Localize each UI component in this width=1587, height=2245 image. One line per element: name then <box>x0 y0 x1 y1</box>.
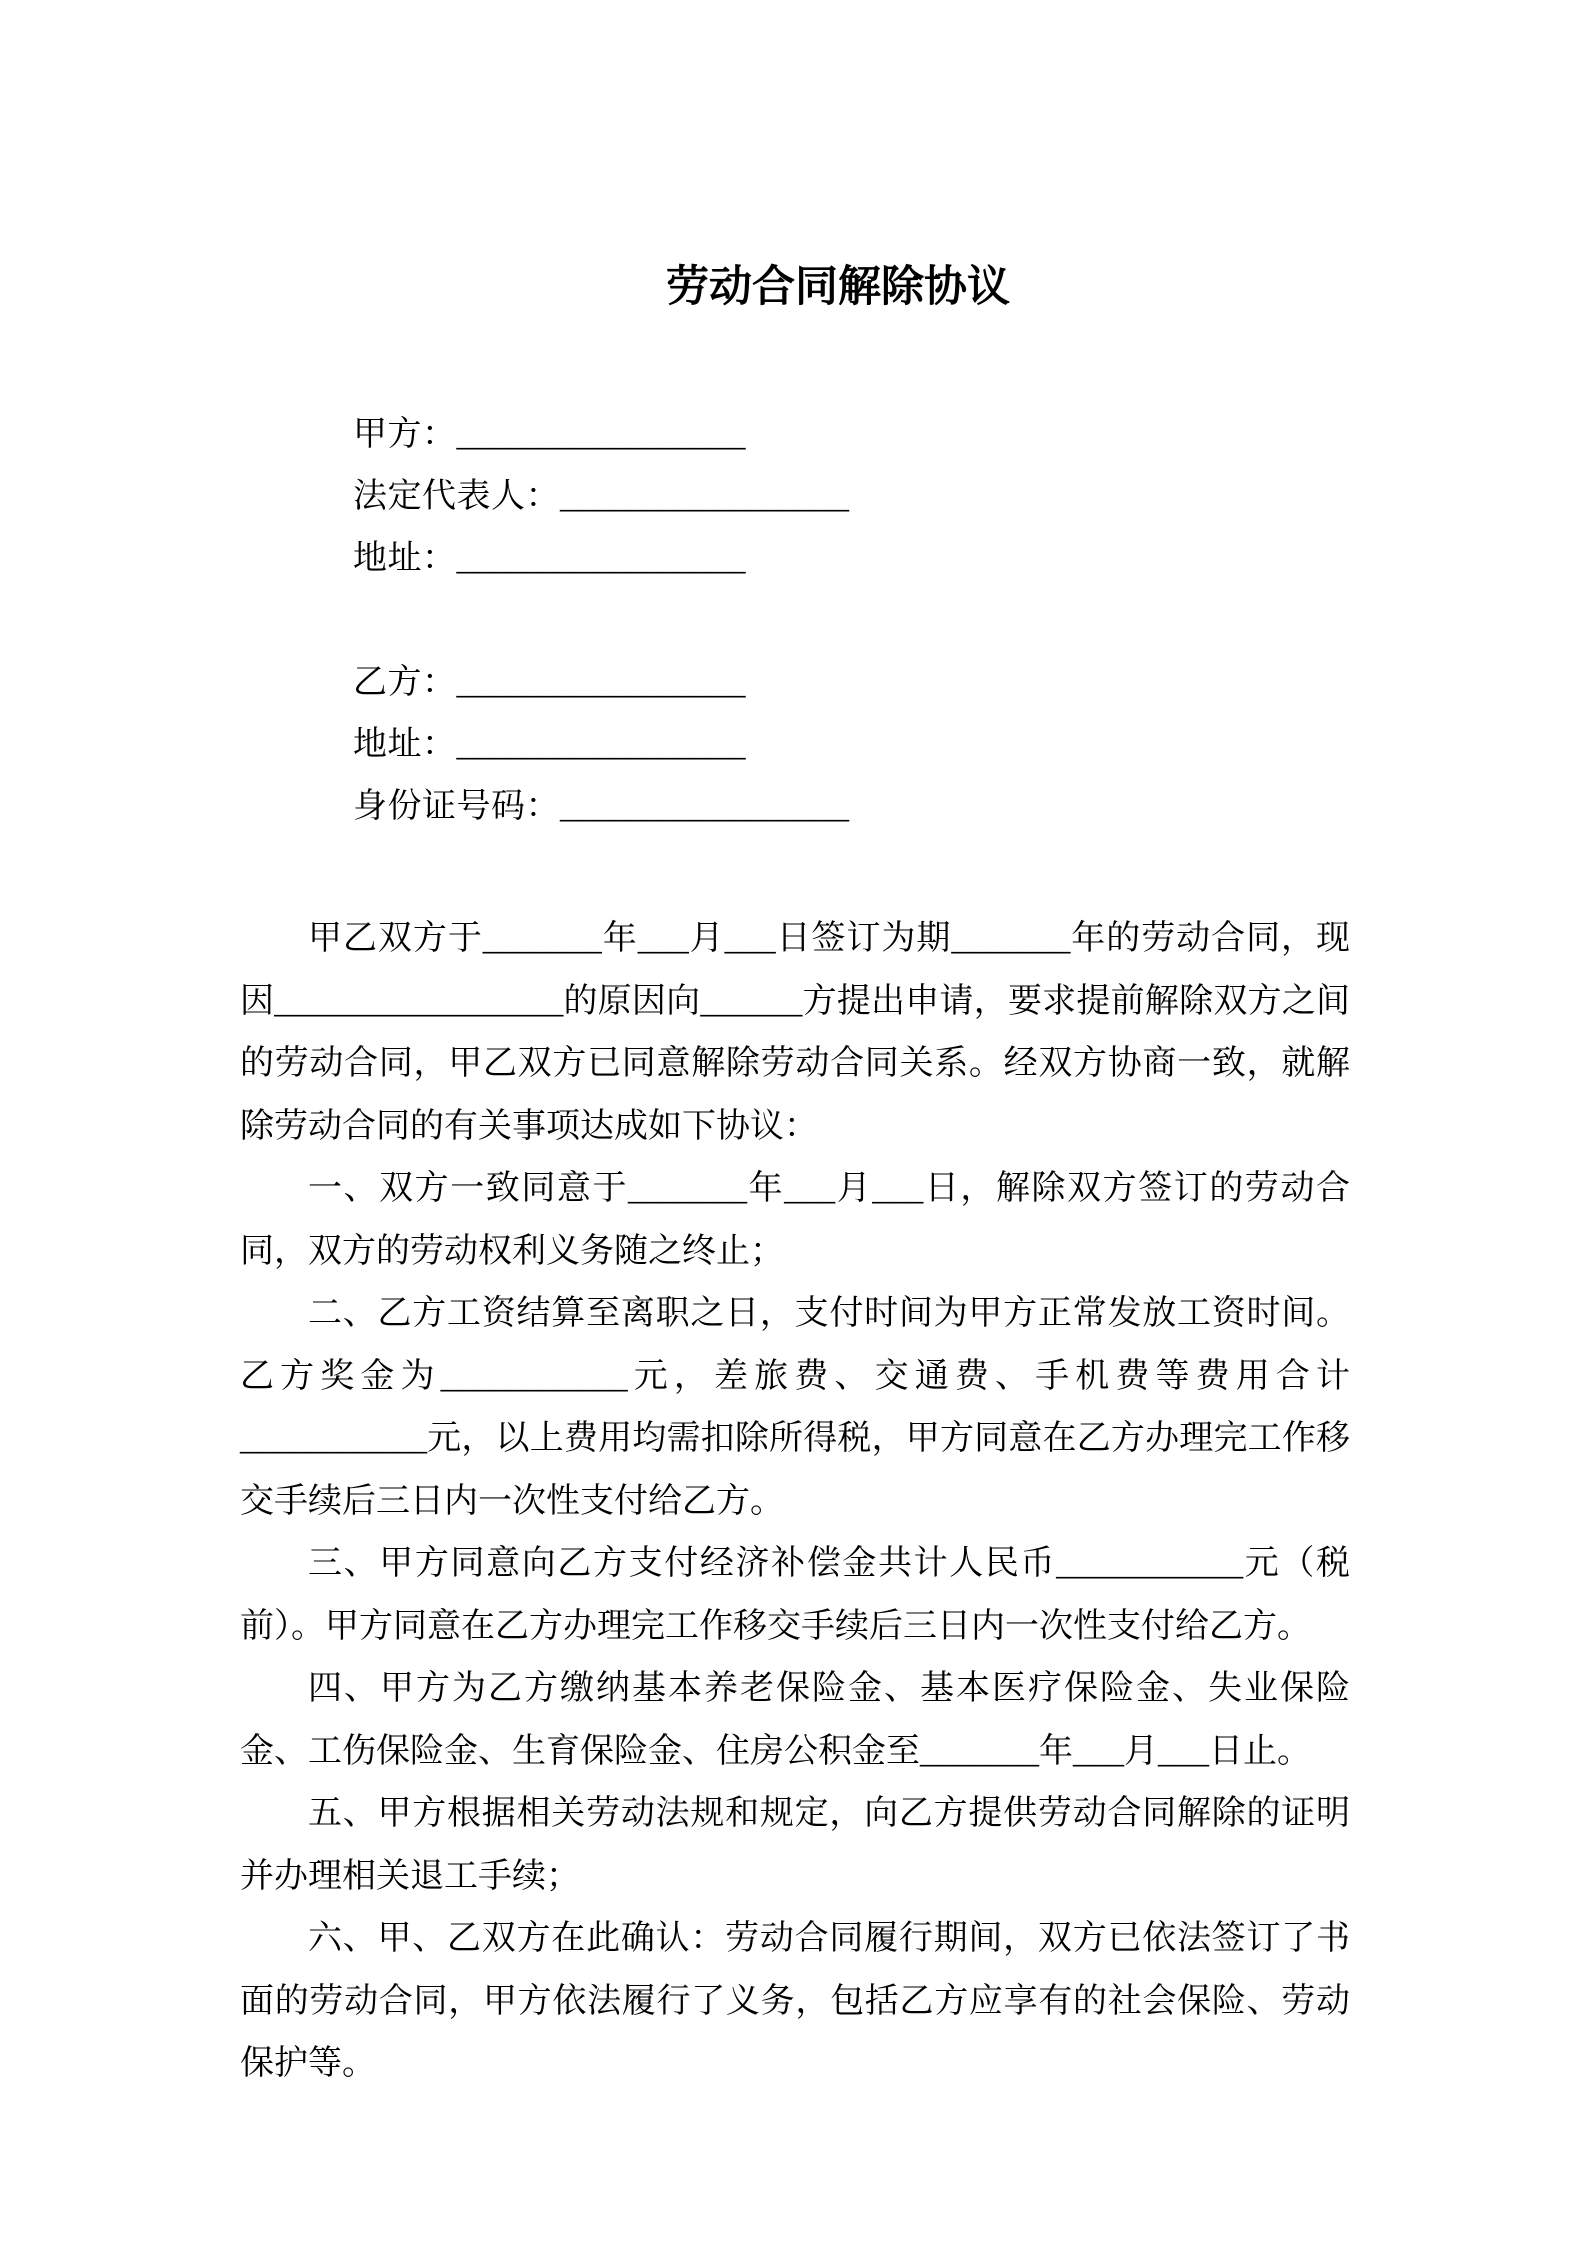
party-b-id-number-blank[interactable]: _________________ <box>560 788 849 825</box>
party-a-representative-line <box>353 466 1350 528</box>
paragraph-clause-2: 二、乙方工资结算至离职之日，支付时间为甲方正常发放工资时间。乙方奖金为___________元，差旅费、交通费、手机费等费用合计 ___________元，以上费用均需扣除所得税，甲方同意在乙方办理完工作移交手续后三日内一次性支付给乙方。 <box>240 1295 1350 1520</box>
party-a-address-line <box>353 528 1350 590</box>
paragraph-clause-6: 六、甲、乙双方在此确认：劳动合同履行期间，双方已依法签订了书面的劳动合同，甲方依法履行了义务，包括乙方应享有的社会保险、劳动保护等。 <box>240 1920 1350 2082</box>
party-a-block <box>353 404 1350 590</box>
document-title: 劳动合同解除协议 <box>666 264 1010 311</box>
party-b-address-line <box>353 714 1350 776</box>
paragraph-clause-4: 四、甲方为乙方缴纳基本养老保险金、基本医疗保险金、失业保险金、工伤保险金、生育保险金、住房公积金至_______年___月___日止。 <box>240 1670 1350 1770</box>
party-b-address-label: 地址： <box>353 726 457 763</box>
party-b-name-blank[interactable]: _________________ <box>456 664 746 701</box>
party-a-address-label: 地址： <box>353 540 457 577</box>
party-b-block <box>353 652 1350 838</box>
party-a-address-blank[interactable]: _________________ <box>456 540 746 577</box>
paragraph-clause-5: 五、甲方根据相关劳动法规和规定，向乙方提供劳动合同解除的证明并办理相关退工手续； <box>240 1795 1350 1895</box>
party-b-id-number-label: 身份证号码： <box>353 788 560 825</box>
party-a-name-label: 甲方： <box>353 416 457 453</box>
party-b-name-line <box>353 652 1350 714</box>
paragraph-clause-1: 一、双方一致同意于_______年___月___日，解除双方签订的劳动合同，双方的劳动权利义务随之终止； <box>240 1170 1350 1270</box>
agreement-body <box>240 908 1350 2096</box>
paragraph-clause-3: 三、甲方同意向乙方支付经济补偿金共计人民币___________元（税前）。甲方同意在乙方办理完工作移交手续后三日内一次性支付给乙方。 <box>240 1545 1350 1645</box>
party-a-representative-label: 法定代表人： <box>353 478 560 515</box>
party-b-address-blank[interactable]: _________________ <box>456 726 746 763</box>
party-a-representative-blank[interactable]: _________________ <box>560 478 849 515</box>
party-a-name-line <box>353 404 1350 466</box>
party-a-name-blank[interactable]: _________________ <box>456 416 746 453</box>
paragraph-preamble: 甲乙双方于_______年___月___日签订为期_______年的劳动合同，现因_________________的原因向______方提出申请，要求提前解除双方之间的劳动合同，甲乙双方已同意解除劳动合同关系。经双方协商一致，就解除劳动合同的有关事项达成如下协议： <box>240 920 1350 1145</box>
party-b-name-label: 乙方： <box>353 664 457 701</box>
party-b-id-number-line <box>353 776 1350 838</box>
